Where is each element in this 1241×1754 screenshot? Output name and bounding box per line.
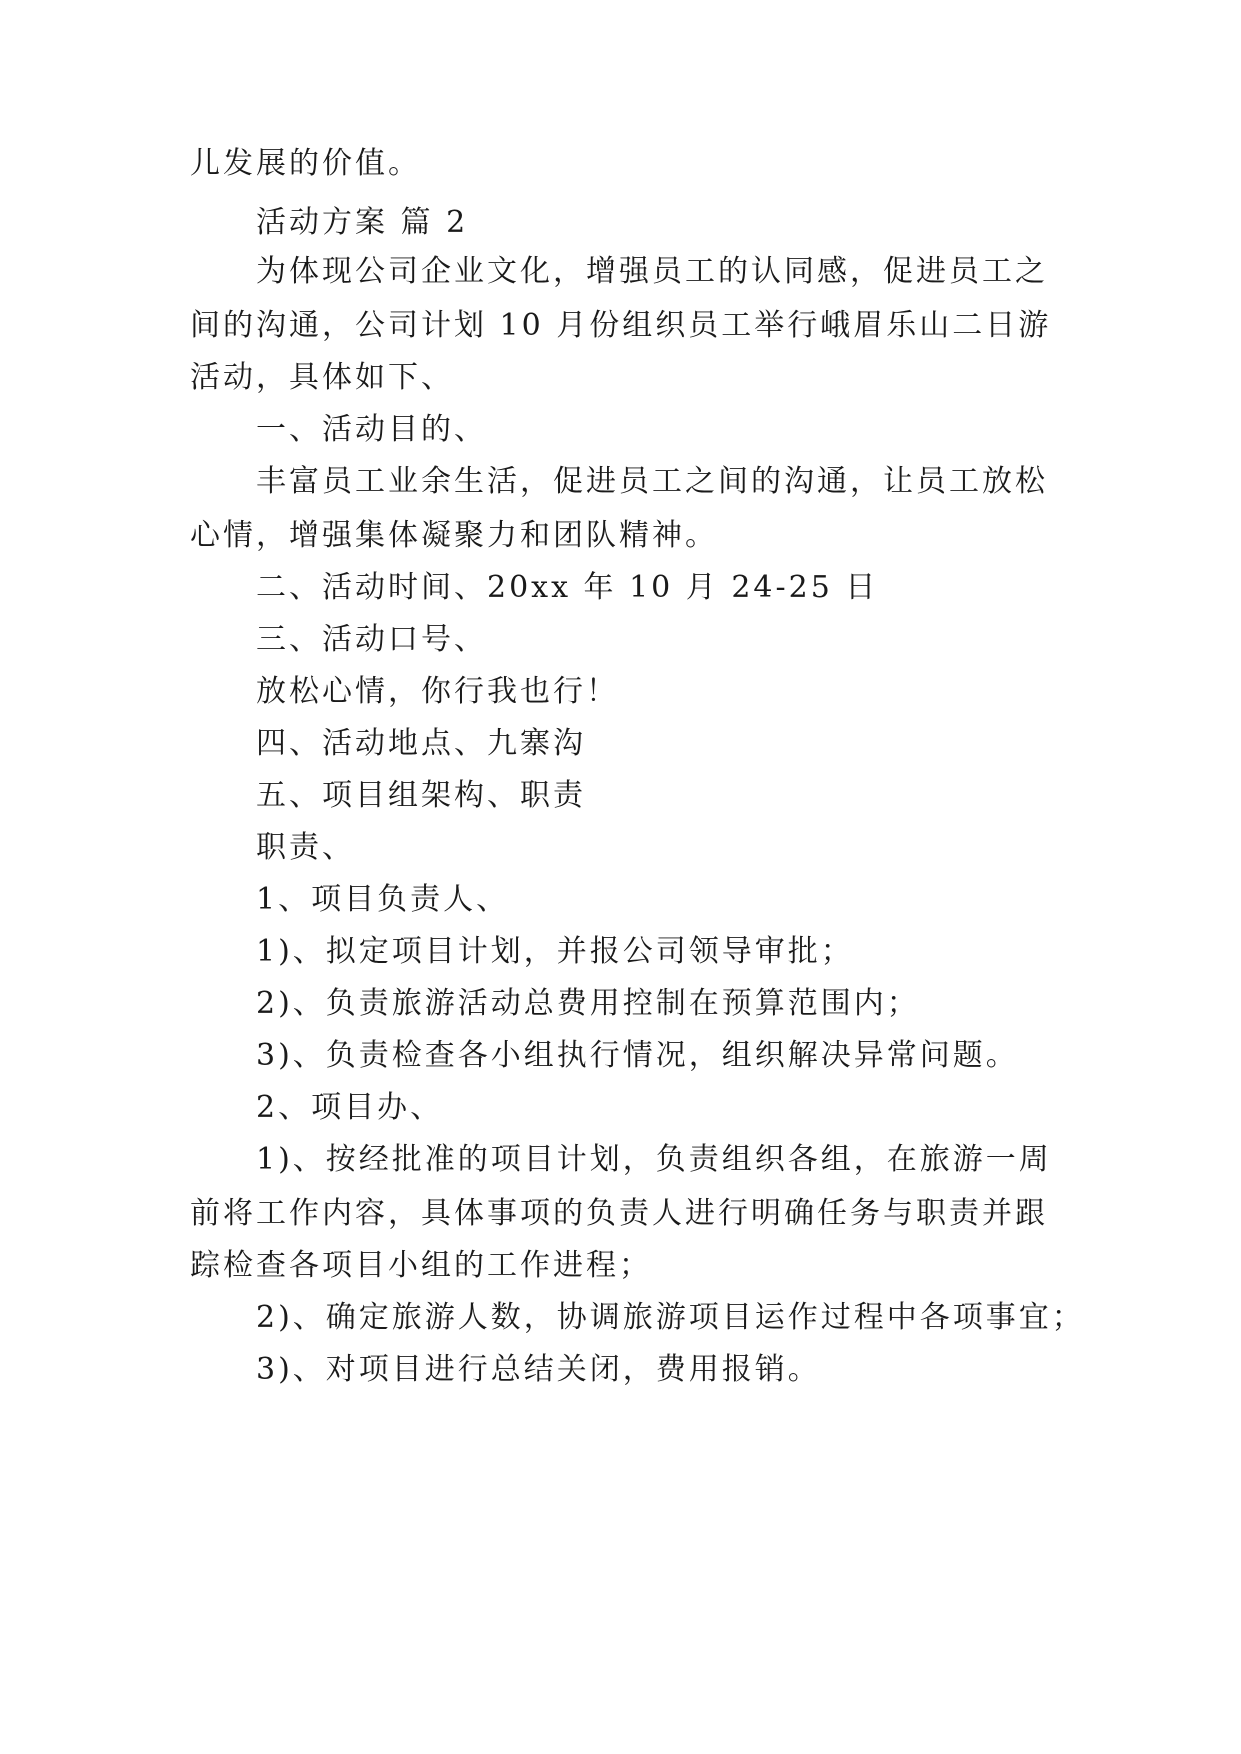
list-item: 2)、负责旅游活动总费用控制在预算范围内； <box>256 986 920 1021</box>
list-item: 1、项目负责人、 <box>256 882 510 917</box>
list-item: 2、项目办、 <box>256 1090 444 1125</box>
list-heading: 二、活动时间、20xx 年 10 月 24-25 日 <box>256 570 879 605</box>
paragraph-line: 间的沟通，公司计划 10 月份组织员工举行峨眉乐山二日游 <box>190 308 1052 343</box>
paragraph-line: 儿发展的价值。 <box>190 146 421 181</box>
paragraph-line: 放松心情，你行我也行！ <box>256 674 619 709</box>
list-item: 3)、负责检查各小组执行情况，组织解决异常问题。 <box>256 1038 1019 1073</box>
list-heading: 五、项目组架构、职责 <box>256 778 586 813</box>
paragraph-line: 活动，具体如下、 <box>190 360 454 395</box>
list-heading: 一、活动目的、 <box>256 412 487 447</box>
paragraph-line: 前将工作内容，具体事项的负责人进行明确任务与职责并跟 <box>190 1196 1048 1231</box>
paragraph-line: 职责、 <box>256 830 355 865</box>
paragraph-line: 丰富员工业余生活，促进员工之间的沟通，让员工放松 <box>256 464 1048 499</box>
section-heading: 活动方案 篇 2 <box>256 205 469 240</box>
list-item: 1)、按经批准的项目计划，负责组织各组，在旅游一周 <box>256 1142 1052 1177</box>
paragraph-line: 心情，增强集体凝聚力和团队精神。 <box>190 518 718 553</box>
list-heading: 四、活动地点、九寨沟 <box>256 726 586 761</box>
list-item: 3)、对项目进行总结关闭，费用报销。 <box>256 1352 821 1387</box>
list-heading: 三、活动口号、 <box>256 622 487 657</box>
list-item: 2)、确定旅游人数，协调旅游项目运作过程中各项事宜； <box>256 1300 1085 1335</box>
list-item: 1)、拟定项目计划，并报公司领导审批； <box>256 934 854 969</box>
paragraph-line: 为体现公司企业文化，增强员工的认同感，促进员工之 <box>256 254 1048 289</box>
paragraph-line: 踪检查各项目小组的工作进程； <box>190 1248 652 1283</box>
